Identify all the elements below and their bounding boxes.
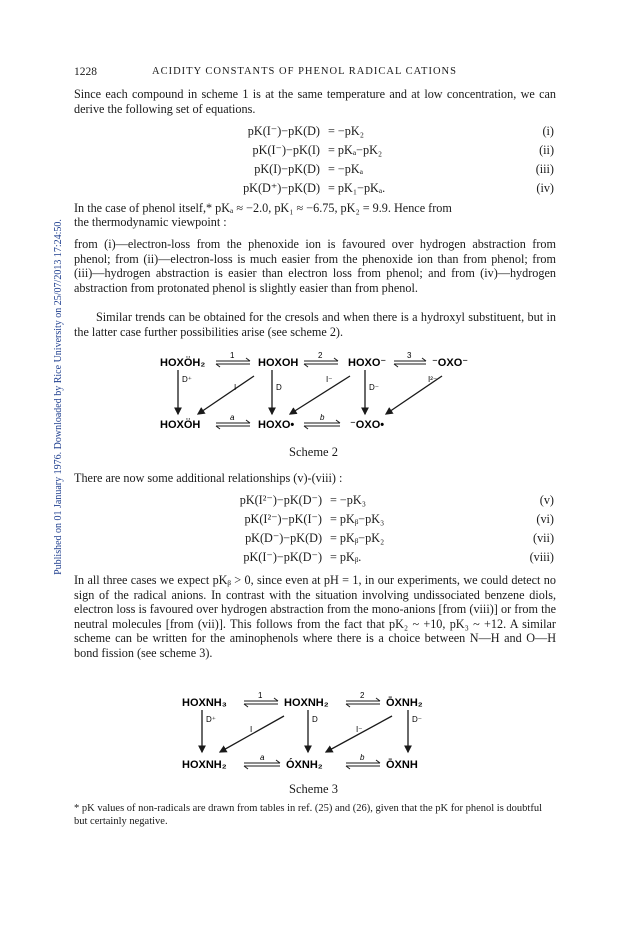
equation-rhs: = pKᵦ−pK₂ [330,531,385,545]
species-hoxoh: HOXOH [258,357,299,369]
equilibrium-label: 1 [258,691,263,700]
equation-rhs: = pK₁−pKₐ. [328,181,386,195]
species-hoxnh2: HOXNH₂ [284,697,329,709]
scheme-3-caption: Scheme 3 [289,782,338,796]
equation-number: (vi) [536,512,554,526]
download-watermark: Published on 01 January 1976. Downloaded by Rice University on 25/07/2013 17:24:50. [53,219,64,575]
equilibrium-label: a [260,753,265,762]
equilibrium-label: 2 [318,351,323,360]
equation-lhs: pK(I⁻)−pK(I) [252,143,320,157]
equation-rhs: = −pKₐ [328,162,364,176]
equilibrium-label: 1 [230,351,235,360]
arrow-label: I²⁻ [428,375,438,384]
paragraph-similar-trends: Similar trends can be obtained for the cresols and when there is a hydroxyl substituent, but in the latter case further possibilities arise (see scheme 2). [74,310,556,339]
equilibrium-label: b [360,753,365,762]
scheme-3-diagram [180,690,460,780]
intro-paragraph: Since each compound in scheme 1 is at the same temperature and at low concentration, we can derive the following set of equations. [74,87,556,116]
equation-lhs: pK(I)−pK(D) [254,162,320,176]
equation-number: (vii) [533,531,554,545]
species-oxnh-radical-anion: ŌXNH [386,759,418,771]
equation-rhs: = −pK₃ [330,493,366,507]
equation-rhs: = −pK₂ [328,124,364,138]
equilibrium-label: 3 [407,351,412,360]
species-hoxnh3-plus: HOXNH₃ [182,697,227,709]
equation-lhs: pK(I⁻)−pK(D⁻) [243,550,322,564]
reaction-arrows [202,710,408,752]
equation-number: (viii) [529,550,554,564]
species-hoxnh2-radical-cation: HOXNH₂ [182,759,227,771]
equilibrium-label: a [230,413,235,422]
arrow-label: D⁻ [369,383,379,392]
equation-lhs: pK(D⁺)−pK(D) [243,181,320,195]
arrow-label: D⁻ [412,715,422,724]
footnote: * pK values of non-radicals are drawn from tables in ref. (25) and (26), given that the pK for phenol is doubtful but certainly negative. [74,803,542,827]
arrow-label: I [250,725,253,734]
paragraph-additional-relationships: There are now some additional relationships (v)-(viii) : [74,471,343,485]
arrow-label: D [276,383,282,392]
arrow-label: I [234,383,237,392]
species-hoxoh2-plus: HOXÖH₂ [160,357,206,369]
equilibrium-label: 2 [360,691,365,700]
arrow-label: I⁻ [326,375,333,384]
paragraph-radical-anions: In all three cases we expect pKᵦ > 0, since even at pH = 1, in our experiments, we could detect no sign of the radical anions. In contrast with the situation involving undissociated benzene diols, electron loss is favoured over hydrogen abstraction from the mono-anions [from (viii)] or from the neutral molecules [from (vii)]. This follows from the fact that pK₂ ~ +10, pK₃ ~ +12. A similar scheme can be written for the aminophenols where there is a choice between N—H and O—H bond fission (see scheme 3). [74,573,556,660]
species-oxnh2-anion: ŌXNH₂ [386,697,423,709]
scheme-2-caption: Scheme 2 [289,445,338,459]
equation-number: (i) [542,124,554,138]
reaction-arrows [178,370,442,414]
equilibrium-label: b [320,413,325,422]
phenol-values-line: In the case of phenol itself,* pKₐ ≈ −2.0, pK₁ ≈ −6.75, pK₂ = 9.9. Hence from [74,201,452,215]
scheme-2-diagram [150,350,490,442]
equation-number: (iv) [536,181,554,195]
paragraph-trends: from (i)—electron-loss from the phenoxide ion is favoured over hydrogen abstraction from phenol; from (ii)—electron-loss is much easier from the phenoxide ion than from phenol; from (iii)—hydrogen abstraction is easier than electron loss from phenol; and from (iv)—hydrogen abstraction from protonated phenol is slightly easier than from phenol. [74,237,556,295]
equation-lhs: pK(D⁻)−pK(D) [245,531,322,545]
equation-lhs: pK(I⁻)−pK(D) [247,124,320,138]
species-hoxoh-radical-cation: HOXÖH [160,419,201,431]
species-oxo-dianion: ⁻OXO⁻ [432,357,469,369]
equation-number: (v) [539,493,554,507]
phenol-values-line-2: the thermodynamic viewpoint : [74,215,227,229]
species-hoxo-radical: HOXO• [258,419,295,431]
equation-lhs: pK(I²⁻)−pK(I⁻) [244,512,322,526]
arrow-label: I⁻ [356,725,363,734]
equation-lhs: pK(I²⁻)−pK(D⁻) [239,493,322,507]
arrow-label: D⁺ [182,375,192,384]
equation-rhs: = pKᵦ. [330,550,362,564]
equation-rhs: = pKᵦ−pK₃ [330,512,385,526]
page-number: 1228 [74,66,97,78]
equation-rhs: = pKₐ−pK₂ [328,143,383,157]
equation-number: (iii) [535,162,554,176]
equation-number: (ii) [539,143,554,157]
arrow-label: D⁺ [206,715,216,724]
species-oxnh2-radical: ÓXNH₂ [286,759,323,771]
species-oxo-radical-anion: ⁻OXO• [350,419,385,431]
species-hoxo-minus: HOXO⁻ [348,357,387,369]
arrow-label: D [312,715,318,724]
running-title: ACIDITY CONSTANTS OF PHENOL RADICAL CATIONS [152,66,457,77]
